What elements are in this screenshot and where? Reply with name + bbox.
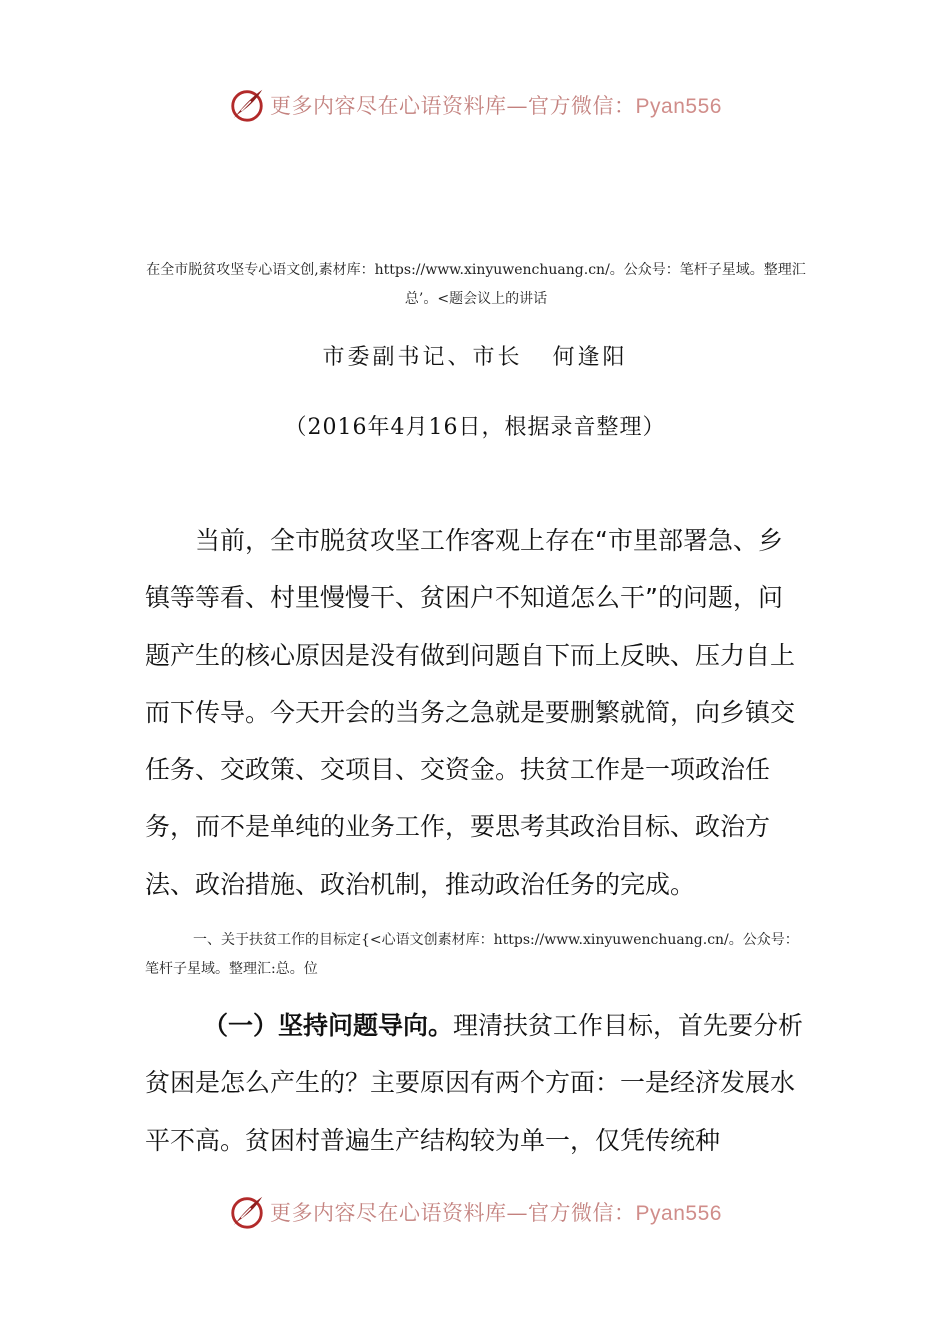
date-note: （2016年4月16日，根据录音整理） — [284, 415, 666, 440]
paragraph-2-text: 理清扶贫工作目标，首先要分析贫困是怎么产生的？主要原因有两个方面：一是经济发展水平不高。贫困村普遍生产结构较为单一，仅凭传统种 — [145, 1011, 804, 1155]
header-banner — [0, 85, 950, 125]
banner-text — [270, 1197, 722, 1227]
banner-label: 更多内容尽在心语资料库—官方微信： — [270, 94, 636, 118]
wechat-id: Pyan556 — [635, 95, 722, 118]
banner-label: 更多内容尽在心语资料库—官方微信： — [270, 1201, 636, 1225]
banner-text — [270, 90, 722, 120]
body-paragraph-1: 当前，全市脱贫攻坚工作客观上存在“市里部署急、乡镇等等看、村里慢慢干、贫困户不知道怎么干”的问题，问题产生的核心原因是没有做到问题自下而上反映、压力自上而下传导。今天开会的当务之急就是要删繁就简，向乡镇交任务、交政策、交项目、交资金。扶贫工作是一项政治任务，而不是单纯的业务工作，要思考其政治目标、政治方法、政治措施、政治机制，推动政治任务的完成。 — [145, 526, 796, 899]
footer-banner — [0, 1192, 950, 1232]
section-heading: 一、关于扶贫工作的目标定{<心语文创素材库：https://www.xinyuwenchuang.cn/。公众号：笔杆子星域。整理汇:总。位 — [145, 932, 799, 977]
quill-logo-icon — [228, 86, 266, 124]
paragraph-2-lead: （一）坚持问题导向。 — [203, 1011, 454, 1040]
body-paragraph-2 — [145, 997, 807, 1169]
wechat-id: Pyan556 — [635, 1202, 722, 1225]
author-title: 市委副书记、市长 — [322, 345, 523, 370]
quill-logo-icon — [228, 1193, 266, 1231]
author-line — [0, 340, 950, 371]
speech-title: 在全市脱贫攻坚专心语文创,素材库：https://www.xinyuwenchuang.cn/。公众号：笔杆子星域。整理汇总’。<题会议上的讲话 — [146, 262, 806, 307]
author-name: 何逢阳 — [552, 345, 628, 370]
